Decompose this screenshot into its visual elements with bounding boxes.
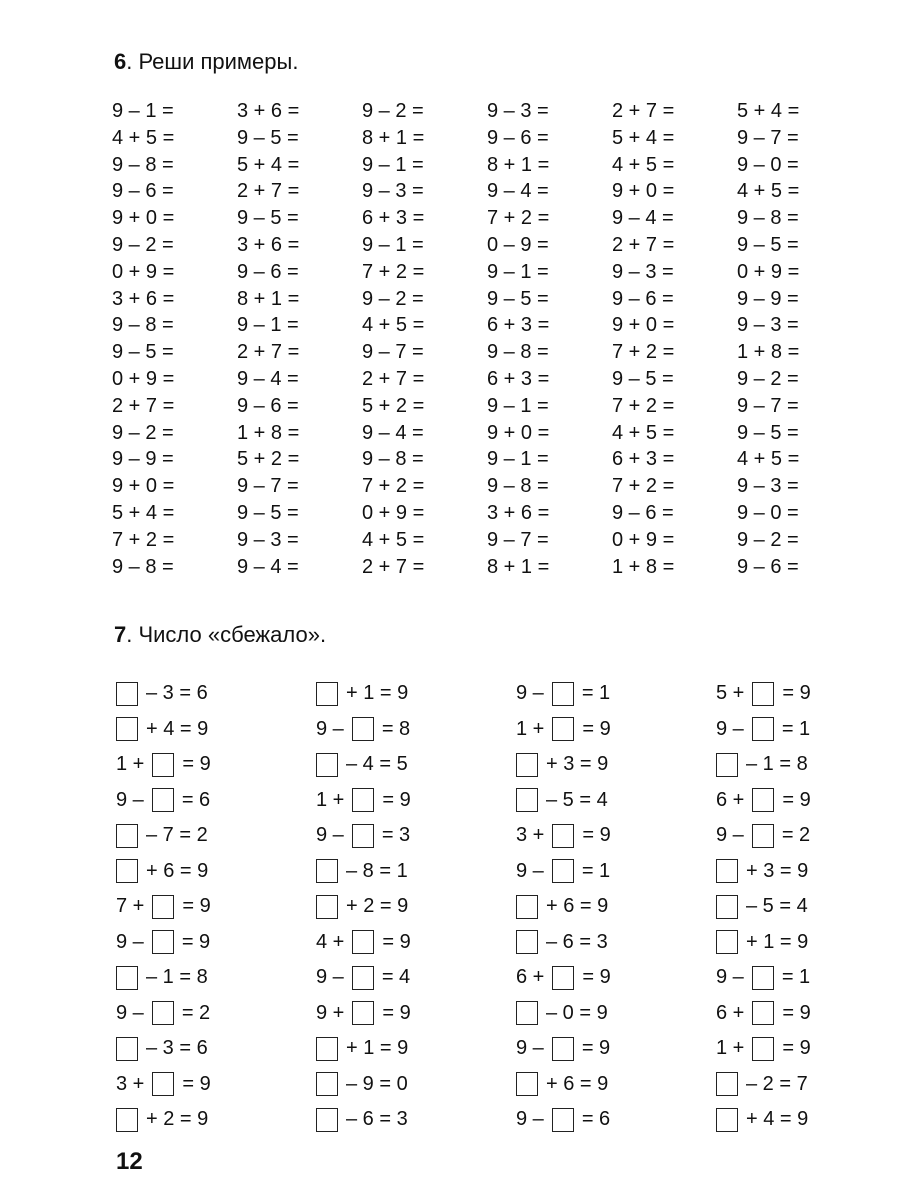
answer-box[interactable] (552, 717, 574, 741)
example-suffix: – 8 = 1 (346, 859, 408, 882)
missing-number-example (116, 1031, 316, 1067)
example-cell: 8 + 1 = (362, 126, 425, 149)
example-cell: 7 + 2 = (612, 394, 675, 417)
answer-box[interactable] (352, 966, 374, 990)
answer-box[interactable] (516, 930, 538, 954)
example-suffix: = 9 (382, 788, 411, 811)
example-suffix: + 4 = 9 (746, 1108, 809, 1131)
example-cell: 5 + 4 = (737, 100, 800, 122)
example-suffix: + 6 = 9 (546, 895, 609, 918)
example-cell: 9 – 1 = (487, 260, 549, 283)
example-cell: 5 + 4 = (612, 126, 675, 149)
example-cell: 9 – 2 = (362, 287, 424, 310)
example-cell: 4 + 5 = (612, 421, 675, 444)
missing-number-example (116, 925, 316, 961)
example-suffix: = 6 (581, 1108, 611, 1131)
example-cell: 9 – 5 = (237, 126, 299, 149)
example-cell: 9 – 1 = (487, 448, 549, 471)
example-prefix: 9 – (316, 966, 344, 989)
missing-number-example (316, 854, 516, 890)
example-cell: 9 + 0 = (612, 180, 675, 203)
example-cell: 9 – 8 = (112, 314, 174, 337)
example-suffix: + 1 = 9 (746, 930, 809, 953)
example-prefix: 7 + (116, 895, 145, 918)
example-cell: 9 + 0 = (612, 314, 675, 337)
missing-number-example (516, 676, 716, 712)
example-suffix: = 9 (582, 717, 611, 740)
example-suffix: = 9 (181, 930, 211, 953)
example-prefix: 6 + (716, 1001, 745, 1024)
answer-box[interactable] (116, 824, 138, 848)
example-cell: 3 + 6 = (487, 501, 550, 524)
example-cell: 2 + 7 = (237, 341, 300, 364)
example-suffix: = 1 (781, 966, 811, 989)
example-cell: 9 – 3 = (737, 475, 799, 498)
missing-number-example (116, 960, 316, 996)
exercise-7-heading: . Число «сбежало». (126, 622, 327, 647)
example-cell: 9 – 4 = (237, 367, 299, 390)
answer-box[interactable] (516, 753, 538, 777)
example-suffix: = 2 (181, 1001, 211, 1024)
missing-number-example (716, 1031, 900, 1067)
example-cell: 1 + 8 = (237, 421, 300, 444)
example-suffix: = 1 (781, 717, 811, 740)
exercise-6-heading: . Реши примеры. (126, 49, 299, 74)
example-cell: 9 – 3 = (237, 528, 299, 551)
example-cell: 4 + 5 = (362, 314, 425, 337)
answer-box[interactable] (752, 788, 774, 812)
example-prefix: 9 – (716, 824, 744, 847)
example-cell: 9 – 9 = (112, 448, 174, 471)
example-suffix: = 1 (581, 859, 611, 882)
example-suffix: + 3 = 9 (546, 753, 609, 776)
example-suffix: + 2 = 9 (146, 1108, 209, 1131)
example-suffix: – 3 = 6 (146, 682, 208, 705)
answer-box[interactable] (316, 1072, 338, 1096)
missing-number-example (316, 925, 516, 961)
missing-number-example (516, 1102, 716, 1138)
example-cell: 7 + 2 = (612, 341, 675, 364)
example-suffix: – 2 = 7 (746, 1072, 808, 1095)
missing-number-example (316, 747, 516, 783)
example-cell: 9 – 1 = (362, 233, 424, 256)
missing-number-example (316, 889, 516, 925)
missing-number-example (116, 676, 316, 712)
example-prefix: 6 + (516, 966, 545, 989)
example-cell: 0 + 9 = (612, 528, 675, 551)
example-cell: 5 + 4 = (112, 501, 175, 524)
answer-box[interactable] (316, 859, 338, 883)
example-cell: 9 – 7 = (737, 126, 799, 149)
example-cell: 9 – 3 = (612, 260, 674, 283)
example-suffix: – 1 = 8 (146, 966, 208, 989)
example-suffix: – 0 = 9 (546, 1001, 608, 1024)
missing-number-example (116, 1067, 316, 1103)
example-prefix: 9 – (516, 859, 544, 882)
missing-number-example (516, 818, 716, 854)
missing-number-example (116, 889, 316, 925)
example-prefix: 1 + (316, 788, 345, 811)
answer-box[interactable] (116, 717, 138, 741)
answer-box[interactable] (716, 1108, 738, 1132)
answer-box[interactable] (116, 859, 138, 883)
exercise-6-examples (112, 98, 862, 580)
example-prefix: 6 + (716, 788, 745, 811)
example-suffix: = 9 (782, 788, 811, 811)
example-cell: 9 – 2 = (112, 421, 174, 444)
example-cell: 9 – 5 = (112, 341, 174, 364)
example-cell: 9 – 5 = (737, 421, 799, 444)
answer-box[interactable] (716, 895, 738, 919)
example-suffix: = 9 (382, 930, 411, 953)
answer-box[interactable] (516, 788, 538, 812)
example-suffix: = 2 (781, 824, 811, 847)
example-prefix: 9 – (716, 717, 744, 740)
answer-box[interactable] (752, 966, 774, 990)
missing-number-example (516, 747, 716, 783)
answer-box[interactable] (316, 682, 338, 706)
missing-number-example (516, 1067, 716, 1103)
example-suffix: = 1 (581, 682, 611, 705)
example-cell: 5 + 4 = (237, 153, 300, 176)
answer-box[interactable] (316, 1037, 338, 1061)
answer-box[interactable] (752, 824, 774, 848)
answer-box[interactable] (552, 1108, 574, 1132)
answer-box[interactable] (716, 1072, 738, 1096)
example-cell: 9 – 1 = (237, 314, 299, 337)
example-cell: 9 + 0 = (112, 207, 175, 230)
example-cell: 2 + 7 = (362, 555, 425, 578)
example-cell: 9 – 1 = (487, 394, 549, 417)
example-suffix: + 6 = 9 (546, 1072, 609, 1095)
answer-box[interactable] (516, 1001, 538, 1025)
missing-number-example (316, 1102, 516, 1138)
answer-box[interactable] (352, 824, 374, 848)
answer-box[interactable] (316, 753, 338, 777)
example-cell: 4 + 5 = (737, 180, 800, 203)
example-suffix: + 2 = 9 (346, 895, 409, 918)
answer-box[interactable] (752, 1001, 774, 1025)
example-cell: 1 + 8 = (737, 341, 800, 364)
example-suffix: = 9 (382, 1001, 411, 1024)
example-cell: 9 – 9 = (737, 287, 799, 310)
example-cell: 4 + 5 = (612, 153, 675, 176)
example-cell: 9 – 6 = (612, 287, 674, 310)
example-suffix: + 4 = 9 (146, 717, 209, 740)
example-prefix: 1 + (716, 1037, 745, 1060)
example-cell: 6 + 3 = (362, 207, 425, 230)
missing-number-example (516, 1031, 716, 1067)
missing-number-example (316, 996, 516, 1032)
example-cell: 9 – 7 = (737, 394, 799, 417)
example-cell: 9 – 6 = (237, 394, 299, 417)
example-cell: 9 – 2 = (112, 233, 174, 256)
example-suffix: + 3 = 9 (746, 859, 809, 882)
example-suffix: = 8 (381, 717, 411, 740)
example-prefix: 9 – (316, 824, 344, 847)
example-suffix: = 6 (181, 788, 211, 811)
example-suffix: = 9 (782, 1001, 811, 1024)
example-cell: 9 – 5 = (612, 367, 674, 390)
example-cell: 9 – 2 = (737, 367, 799, 390)
example-prefix: 3 + (116, 1072, 145, 1095)
example-suffix: = 9 (182, 1072, 211, 1095)
example-cell: 9 – 3 = (487, 100, 549, 122)
example-cell: 0 + 9 = (112, 260, 175, 283)
missing-number-example (716, 712, 900, 748)
missing-number-example (116, 783, 316, 819)
example-cell: 9 – 2 = (362, 100, 424, 122)
answer-box[interactable] (552, 859, 574, 883)
missing-number-example (716, 1102, 900, 1138)
answer-box[interactable] (152, 1072, 174, 1096)
answer-box[interactable] (316, 1108, 338, 1132)
example-cell: 9 – 8 = (487, 341, 549, 364)
example-cell: 9 – 8 = (112, 555, 174, 578)
example-suffix: – 3 = 6 (146, 1037, 208, 1060)
missing-number-example (516, 889, 716, 925)
exercise-6-number: 6 (114, 49, 127, 74)
missing-number-example (316, 1031, 516, 1067)
example-suffix: – 4 = 5 (346, 753, 408, 776)
example-suffix: – 1 = 8 (746, 753, 808, 776)
example-cell: 8 + 1 = (487, 555, 550, 578)
example-prefix: 9 + (316, 1001, 345, 1024)
answer-box[interactable] (152, 930, 174, 954)
example-cell: 4 + 5 = (362, 528, 425, 551)
example-prefix: 3 + (516, 824, 545, 847)
example-cell: 9 – 6 = (487, 126, 549, 149)
missing-number-example (316, 1067, 516, 1103)
example-cell: 3 + 6 = (237, 233, 300, 256)
missing-number-example (516, 960, 716, 996)
example-suffix: + 1 = 9 (346, 682, 409, 705)
answer-box[interactable] (352, 788, 374, 812)
example-cell: 9 – 5 = (737, 233, 799, 256)
example-suffix: = 3 (381, 824, 411, 847)
example-prefix: 9 – (716, 966, 744, 989)
answer-box[interactable] (552, 966, 574, 990)
example-cell: 9 – 5 = (487, 287, 549, 310)
example-prefix: 9 – (516, 1108, 544, 1131)
example-cell: 9 + 0 = (112, 475, 175, 498)
example-cell: 6 + 3 = (612, 448, 675, 471)
missing-number-example (716, 960, 900, 996)
answer-box[interactable] (116, 682, 138, 706)
example-cell: 7 + 2 = (612, 475, 675, 498)
example-cell: 9 – 4 = (487, 180, 549, 203)
example-suffix: – 9 = 0 (346, 1072, 408, 1095)
missing-number-example (516, 996, 716, 1032)
example-cell: 7 + 2 = (362, 475, 425, 498)
answer-box[interactable] (552, 1037, 574, 1061)
example-cell: 9 – 4 = (362, 421, 424, 444)
example-cell: 9 – 8 = (737, 207, 799, 230)
answer-box[interactable] (716, 859, 738, 883)
missing-number-example (316, 712, 516, 748)
example-cell: 2 + 7 = (237, 180, 300, 203)
missing-number-example (316, 676, 516, 712)
example-cell: 3 + 6 = (237, 100, 300, 122)
example-prefix: 9 – (116, 930, 144, 953)
example-suffix: = 9 (582, 824, 611, 847)
example-suffix: – 5 = 4 (746, 895, 808, 918)
example-suffix: = 9 (182, 753, 211, 776)
example-cell: 9 – 8 = (112, 153, 174, 176)
answer-box[interactable] (152, 1001, 174, 1025)
example-cell: 9 – 7 = (237, 475, 299, 498)
missing-number-example (516, 854, 716, 890)
example-cell: 9 – 8 = (362, 448, 424, 471)
example-cell: 9 – 1 = (112, 100, 174, 122)
example-cell: 2 + 7 = (612, 233, 675, 256)
exercise-7-examples (116, 676, 900, 1138)
example-suffix: = 9 (581, 1037, 611, 1060)
answer-box[interactable] (716, 930, 738, 954)
missing-number-example (716, 996, 900, 1032)
example-cell: 9 – 6 = (612, 501, 674, 524)
example-cell: 9 – 3 = (362, 180, 424, 203)
missing-number-example (516, 925, 716, 961)
missing-number-example (516, 783, 716, 819)
example-cell: 0 + 9 = (737, 260, 800, 283)
answer-box[interactable] (552, 682, 574, 706)
missing-number-example (116, 747, 316, 783)
example-prefix: 4 + (316, 930, 345, 953)
example-cell: 6 + 3 = (487, 314, 550, 337)
example-cell: 8 + 1 = (237, 287, 300, 310)
missing-number-example (716, 854, 900, 890)
missing-number-example (116, 996, 316, 1032)
missing-number-example (116, 854, 316, 890)
example-suffix: = 4 (381, 966, 411, 989)
example-cell: 9 – 6 = (112, 180, 174, 203)
missing-number-example (316, 960, 516, 996)
answer-box[interactable] (516, 895, 538, 919)
example-prefix: 1 + (116, 753, 145, 776)
missing-number-example (716, 1067, 900, 1103)
example-cell: 0 + 9 = (112, 367, 175, 390)
page-number: 12 (116, 1148, 143, 1175)
example-suffix: + 6 = 9 (146, 859, 209, 882)
example-suffix: – 5 = 4 (546, 788, 608, 811)
example-cell: 9 – 7 = (487, 528, 549, 551)
answer-box[interactable] (116, 966, 138, 990)
example-suffix: – 6 = 3 (546, 930, 608, 953)
example-prefix: 9 – (316, 717, 344, 740)
example-cell: 9 – 3 = (737, 314, 799, 337)
missing-number-example (116, 1102, 316, 1138)
example-cell: 9 – 0 = (737, 153, 799, 176)
example-suffix: + 1 = 9 (346, 1037, 409, 1060)
missing-number-example (716, 925, 900, 961)
missing-number-example (716, 676, 900, 712)
missing-number-example (516, 712, 716, 748)
example-cell: 7 + 2 = (362, 260, 425, 283)
answer-box[interactable] (752, 717, 774, 741)
example-cell: 6 + 3 = (487, 367, 550, 390)
example-cell: 4 + 5 = (737, 448, 800, 471)
example-cell: 9 – 8 = (487, 475, 549, 498)
answer-box[interactable] (152, 895, 174, 919)
missing-number-example (716, 889, 900, 925)
exercise-7-number: 7 (114, 622, 127, 647)
example-cell: 0 + 9 = (362, 501, 425, 524)
missing-number-example (116, 818, 316, 854)
example-prefix: 9 – (516, 1037, 544, 1060)
example-prefix: 9 – (116, 1001, 144, 1024)
example-cell: 9 – 5 = (237, 501, 299, 524)
answer-box[interactable] (152, 753, 174, 777)
answer-box[interactable] (352, 930, 374, 954)
example-cell: 0 – 9 = (487, 233, 549, 256)
answer-box[interactable] (516, 1072, 538, 1096)
example-cell: 9 – 2 = (737, 528, 799, 551)
example-cell: 9 – 0 = (737, 501, 799, 524)
example-suffix: = 9 (182, 895, 211, 918)
missing-number-example (316, 783, 516, 819)
missing-number-example (716, 818, 900, 854)
answer-box[interactable] (316, 895, 338, 919)
example-prefix: 1 + (516, 717, 545, 740)
answer-box[interactable] (116, 1108, 138, 1132)
exercise-6-title (114, 49, 298, 75)
example-cell: 9 – 4 = (237, 555, 299, 578)
example-cell: 9 – 7 = (362, 341, 424, 364)
example-cell: 9 – 5 = (237, 207, 299, 230)
answer-box[interactable] (352, 1001, 374, 1025)
example-cell: 2 + 7 = (612, 100, 675, 122)
answer-box[interactable] (752, 682, 774, 706)
example-suffix: = 9 (782, 682, 811, 705)
missing-number-example (716, 783, 900, 819)
example-prefix: 9 – (116, 788, 144, 811)
example-suffix: – 7 = 2 (146, 824, 208, 847)
example-cell: 7 + 2 = (112, 528, 175, 551)
answer-box[interactable] (752, 1037, 774, 1061)
exercise-7-title (114, 622, 326, 648)
missing-number-example (716, 747, 900, 783)
example-cell: 9 + 0 = (487, 421, 550, 444)
missing-number-example (116, 712, 316, 748)
example-cell: 9 – 6 = (737, 555, 799, 578)
answer-box[interactable] (552, 824, 574, 848)
example-prefix: 9 – (516, 682, 544, 705)
example-cell: 7 + 2 = (487, 207, 550, 230)
example-cell: 4 + 5 = (112, 126, 175, 149)
example-cell: 1 + 8 = (612, 555, 675, 578)
example-suffix: = 9 (782, 1037, 811, 1060)
answer-box[interactable] (352, 717, 374, 741)
example-cell: 9 – 1 = (362, 153, 424, 176)
example-suffix: = 9 (582, 966, 611, 989)
example-cell: 8 + 1 = (487, 153, 550, 176)
example-prefix: 5 + (716, 682, 745, 705)
example-suffix: – 6 = 3 (346, 1108, 408, 1131)
answer-box[interactable] (716, 753, 738, 777)
example-cell: 9 – 6 = (237, 260, 299, 283)
answer-box[interactable] (116, 1037, 138, 1061)
example-cell: 3 + 6 = (112, 287, 175, 310)
answer-box[interactable] (152, 788, 174, 812)
example-cell: 5 + 2 = (237, 448, 300, 471)
example-cell: 5 + 2 = (362, 394, 425, 417)
example-cell: 2 + 7 = (362, 367, 425, 390)
example-cell: 9 – 4 = (612, 207, 674, 230)
example-cell: 2 + 7 = (112, 394, 175, 417)
missing-number-example (316, 818, 516, 854)
